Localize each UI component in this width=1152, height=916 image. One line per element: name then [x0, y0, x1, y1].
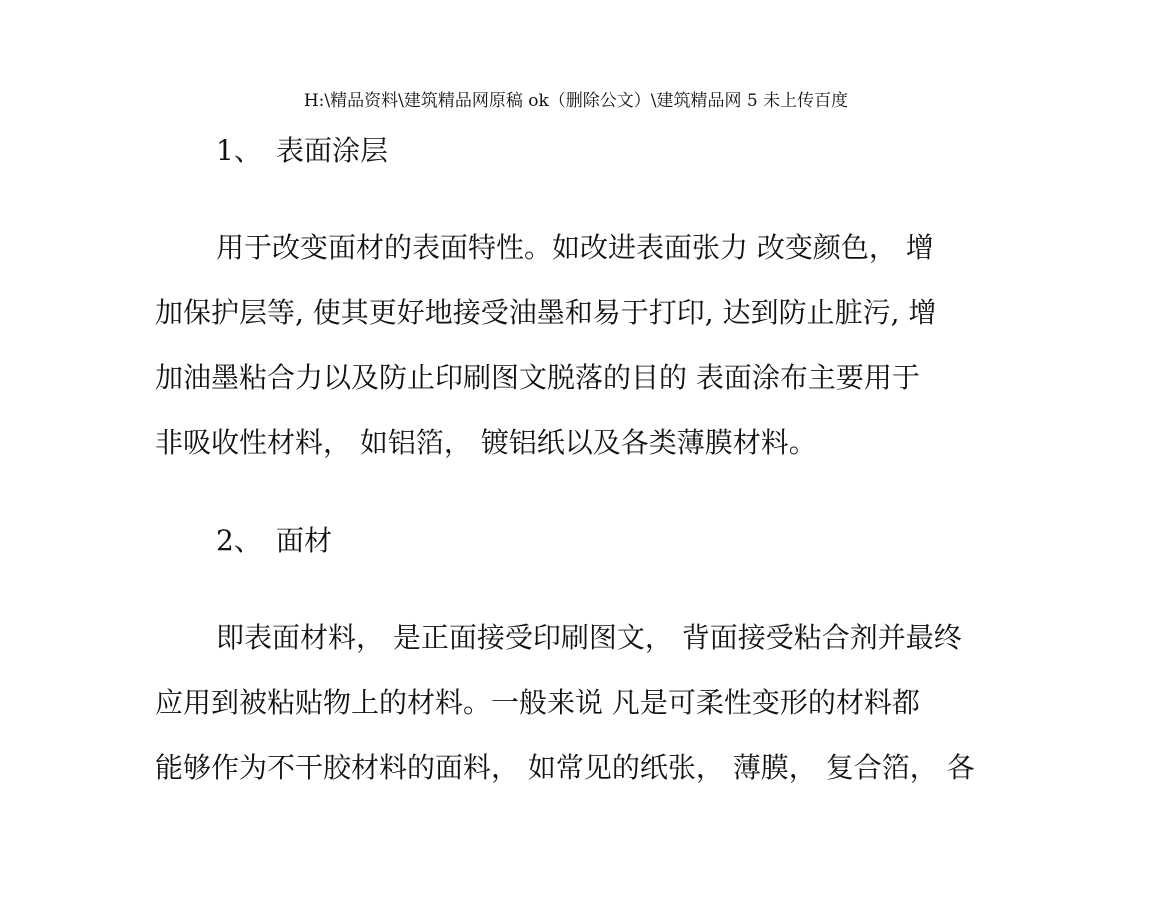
section-title: 面材: [276, 524, 333, 557]
paragraph-line: 即表面材料， 是正面接受印刷图文， 背面接受粘合剂并最终: [216, 621, 962, 654]
section-heading-face-material: [216, 523, 332, 559]
section-number: 1、: [216, 134, 262, 167]
section-number: 2、: [216, 524, 262, 557]
paragraph-line: 应用到被粘贴物上的材料。一般来说 凡是可柔性变形的材料都: [155, 686, 920, 719]
section-heading-surface-coating: [216, 133, 388, 169]
face-material-paragraph: [155, 620, 1015, 800]
file-path-header: H:\精品资料\建筑精品网原稿 ok（删除公文）\建筑精品网 5 未上传百度: [303, 91, 849, 111]
section-title: 表面涂层: [276, 134, 389, 167]
paragraph-line: 用于改变面材的表面特性。如改进表面张力 改变颜色， 增: [216, 231, 934, 264]
paragraph-line: 能够作为不干胶材料的面料， 如常见的纸张， 薄膜， 复合箔， 各: [155, 751, 975, 784]
paragraph-line: 加保护层等, 使其更好地接受油墨和易于打印, 达到防止脏污, 增: [155, 296, 937, 329]
paragraph-line: 非吸收性材料， 如铝箔， 镀铝纸以及各类薄膜材料。: [155, 426, 817, 459]
surface-coating-paragraph: [155, 230, 1015, 470]
paragraph-line: 加油墨粘合力以及防止印刷图文脱落的目的 表面涂布主要用于: [155, 361, 920, 394]
